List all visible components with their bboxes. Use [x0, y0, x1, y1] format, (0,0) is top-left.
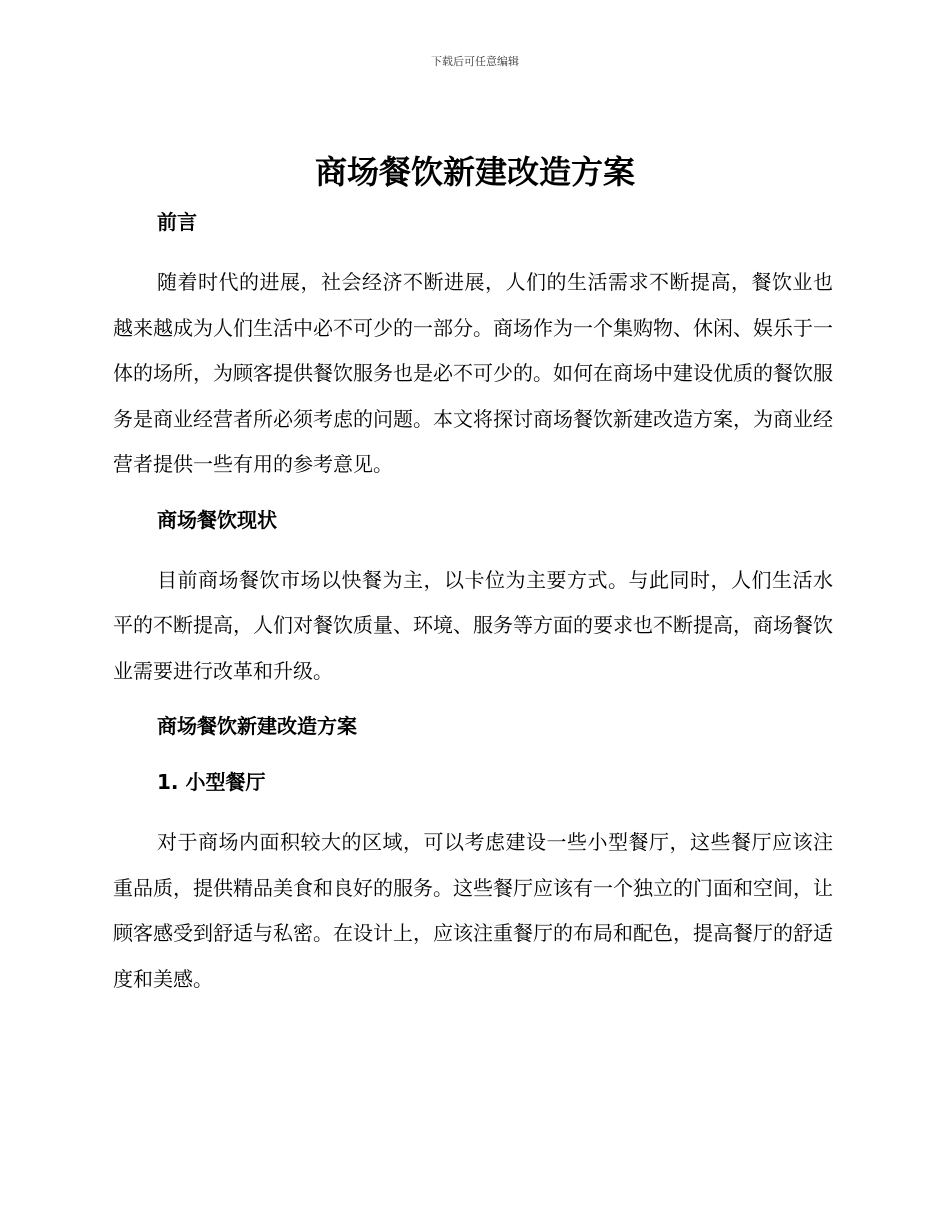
document-title: 商场餐饮新建改造方案: [314, 153, 635, 191]
section-heading: 商场餐饮现状: [157, 507, 277, 532]
section-paragraph: 对于商场内面积较大的区域，可以考虑建设一些小型餐厅，这些餐厅应该注重品质，提供精品美食和良好的服务。这些餐厅应该有一个独立的门面和空间，让顾客感受到舒适与私密。在设计上，应该注重餐厅的布局和配色，提高餐厅的舒适度和美感。: [113, 830, 833, 991]
section-renovation-plan: [113, 708, 833, 744]
section-preface: [113, 204, 833, 488]
section-small-restaurants: [113, 764, 833, 1002]
document-body: [113, 204, 833, 1002]
section-current-status: [113, 502, 833, 695]
section-paragraph: 随着时代的进展，社会经济不断进展，人们的生活需求不断提高，餐饮业也越来越成为人们生活中必不可少的一部分。商场作为一个集购物、休闲、娱乐于一体的场所，为顾客提供餐饮服务也是必不可少的。如何在商场中建设优质的餐饮服务是商业经营者所必须考虑的问题。本文将探讨商场餐饮新建改造方案，为商业经营者提供一些有用的参考意见。: [113, 270, 833, 476]
section-heading: 商场餐饮新建改造方案: [157, 714, 357, 738]
section-heading: 前言: [157, 210, 197, 234]
section-paragraph: 目前商场餐饮市场以快餐为主，以卡位为主要方式。与此同时，人们生活水平的不断提高，人们对餐饮质量、环境、服务等方面的要求也不断提高，商场餐饮业需要进行改革和升级。: [113, 567, 833, 683]
page-header-note: 下载后可任意编辑: [431, 55, 519, 68]
section-heading: 1. 小型餐厅: [157, 770, 266, 794]
